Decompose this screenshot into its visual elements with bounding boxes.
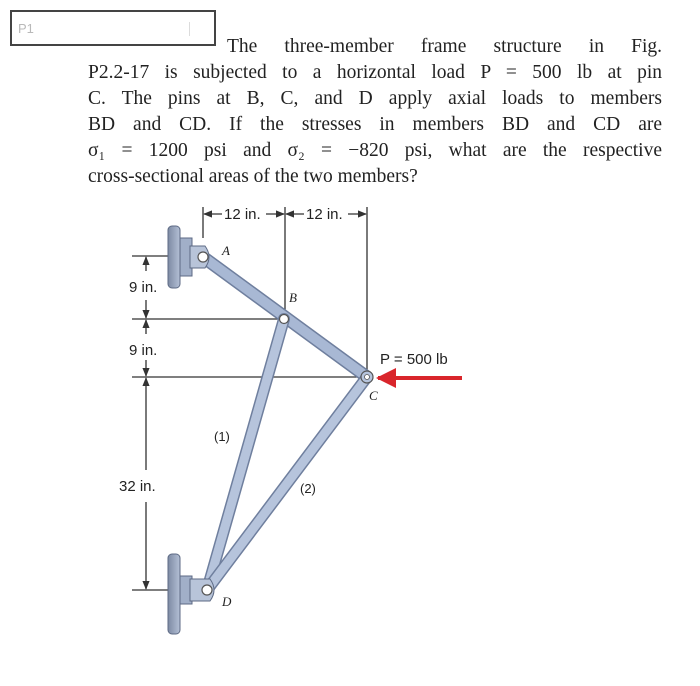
support-d <box>168 554 214 634</box>
problem-line-2: P2.2-17 is subjected to a horizontal load P = 500 lb at pin <box>88 62 662 83</box>
dim-9in-upper: 9 in. <box>129 279 158 296</box>
problem-line-6: cross-sectional areas of the two members? <box>88 166 418 187</box>
dim-12in-right: 12 in. <box>306 206 343 223</box>
problem-line-3: C. The pins at B, C, and D apply axial loads to members <box>88 88 662 109</box>
dim-12in-left: 12 in. <box>224 206 261 223</box>
member-1-label: (1) <box>214 429 230 444</box>
label-c: C <box>369 388 378 403</box>
dim-32in: 32 in. <box>119 478 156 495</box>
problem-line-4: BD and CD. If the stresses in members BD and CD are <box>88 114 662 135</box>
label-d: D <box>222 594 232 609</box>
pin-b <box>280 315 289 324</box>
problem-number: P1 <box>18 21 34 36</box>
load-label: P = 500 lb <box>380 351 448 368</box>
label-b: B <box>289 290 297 305</box>
problem-line-1: The three-member frame structure in Fig. <box>227 36 662 57</box>
label-a: A <box>222 243 230 258</box>
dim-9in-lower: 9 in. <box>129 342 158 359</box>
pin-c-center <box>365 375 370 380</box>
problem-line-5: σ₁ = 1200 psi and σ₂ = −820 psi, what are the respective <box>88 140 662 161</box>
member-2-label: (2) <box>300 481 316 496</box>
